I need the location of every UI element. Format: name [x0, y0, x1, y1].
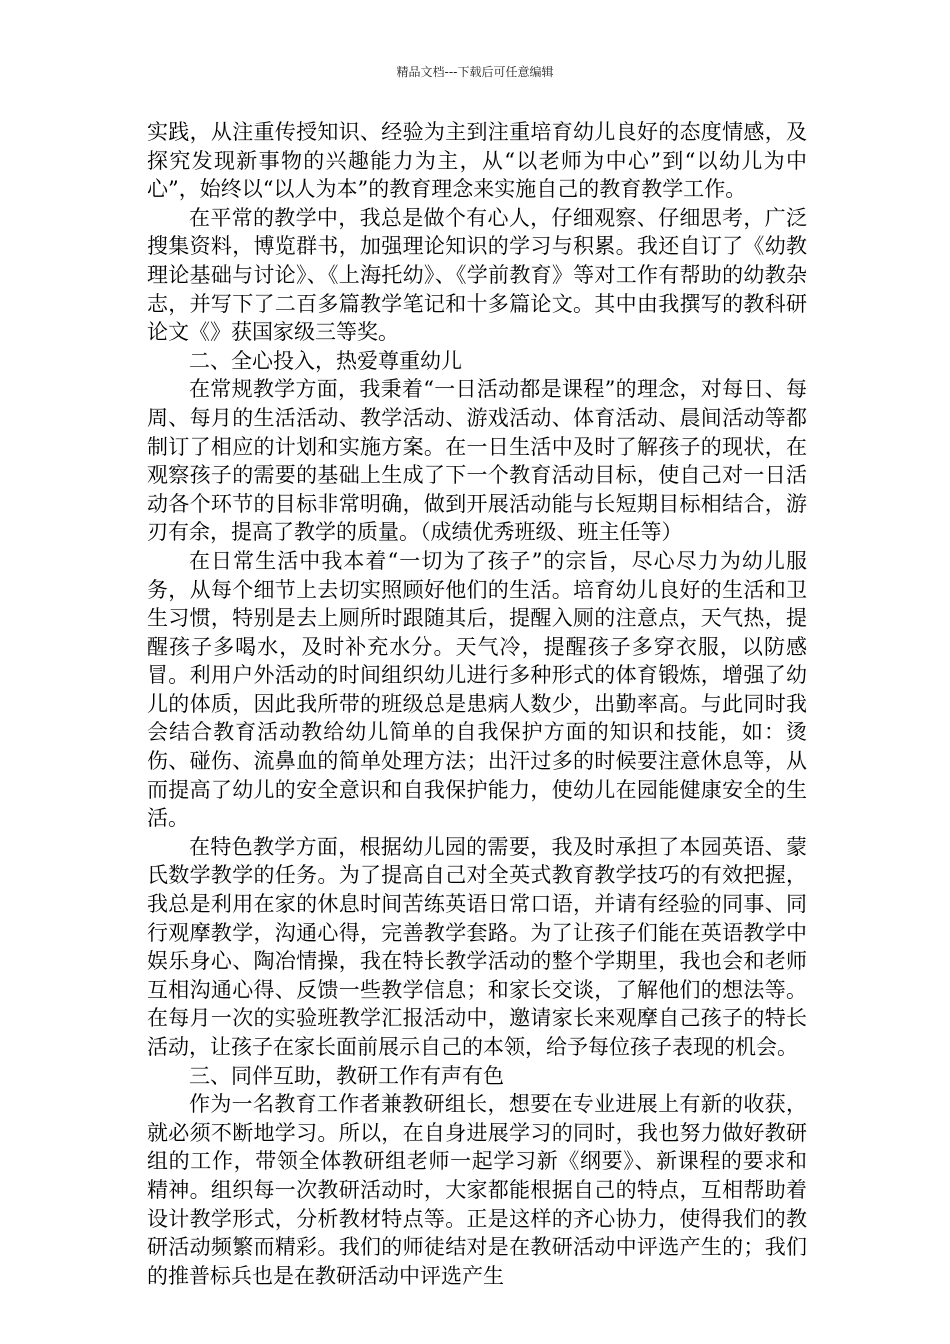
document-body: [147, 118, 807, 1290]
paragraph-routine-teaching: 在常规教学方面，我秉着“一日活动都是课程”的理念，对每日、每周、每月的生活活动、教学活动、游戏活动、体育活动、晨间活动等都制订了相应的计划和实施方案。在一日生活中及时了解孩子的现状，在观察孩子的需要的基础上生成了下一个教育活动目标，使自己对一日活动各个环节的目标非常明确，做到开展活动能与长短期目标相结合，游刃有余，提高了教学的质量。（成绩优秀班级、班主任等）: [147, 377, 807, 545]
paragraph-intro-continuation: 实践，从注重传授知识、经验为主到注重培育幼儿良好的态度情感，及探究发现新事物的兴趣能力为主，从“以老师为中心”到“以幼儿为中心”，始终以“以人为本”的教育理念来实施自己的教育教学工作。: [147, 120, 807, 202]
paragraph-special-teaching: 在特色教学方面，根据幼儿园的需要，我及时承担了本园英语、蒙氏数学教学的任务。为了提高自己对全英式教育教学技巧的有效把握，我总是利用在家的休息时间苦练英语日常口语，并请有经验的同事、同行观摩教学，沟通心得，完善教学套路。为了让孩子们能在英语教学中娱乐身心、陶冶情操，我在特长教学活动的整个学期里，我也会和老师互相沟通心得、反馈一些教学信息；和家长交谈，了解他们的想法等。在每月一次的实验班教学汇报活动中，邀请家长来观摩自己孩子的特长活动，让孩子在家长面前展示自己的本领，给予每位孩子表现的机会。: [147, 834, 807, 1059]
paragraph-daily-life: 在日常生活中我本着“一切为了孩子”的宗旨，尽心尽力为幼儿服务，从每个细节上去切实照顾好他们的生活。培育幼儿良好的生活和卫生习惯，特别是去上厕所时跟随其后，提醒入厕的注意点，天气热，提醒孩子多喝水，及时补充水分。天气冷，提醒孩子多穿衣服，以防感冒。利用户外活动的时间组织幼儿进行多种形式的体育锻炼，增强了幼儿的体质，因此我所带的班级总是患病人数少，出勤率高。与此同时我会结合教育活动教给幼儿简单的自我保护方面的知识和技能，如：烫伤、碰伤、流鼻血的简单处理方法；出汗过多的时候要注意休息等，从而提高了幼儿的安全意识和自我保护能力，使幼儿在园能健康安全的生活。: [147, 548, 807, 831]
page-header-watermark: 精品文档---下载后可任意编辑: [396, 65, 554, 79]
paragraph-study-accumulation: 在平常的教学中，我总是做个有心人，仔细观察、仔细思考，广泛搜集资料，博览群书，加强理论知识的学习与积累。我还自订了《幼教理论基础与讨论》、《上海托幼》、《学前教育》等对工作有帮助的幼教杂志，并写下了二百多篇教学笔记和十多篇论文。其中由我撰写的教科研论文《》获国家级三等奖。: [147, 205, 807, 345]
section-heading-3: 三、同伴互助，教研工作有声有色: [189, 1063, 504, 1088]
section-heading-2: 二、全心投入，热爱尊重幼儿: [189, 348, 462, 373]
paragraph-teaching-research: 作为一名教育工作者兼教研组长，想要在专业进展上有新的收获，就必须不断地学习。所以，在自身进展学习的同时，我也努力做好教研组的工作，带领全体教研组老师一起学习新《纲要》、新课程的要求和精神。组织每一次教研活动时，大家都能根据自己的特点，互相帮助着设计教学形式，分析教材特点等。正是这样的齐心协力，使得我们的教研活动频繁而精彩。我们的师徒结对是在教研活动中评选产生的；我们的推普标兵也是在教研活动中评选产生: [147, 1092, 807, 1288]
